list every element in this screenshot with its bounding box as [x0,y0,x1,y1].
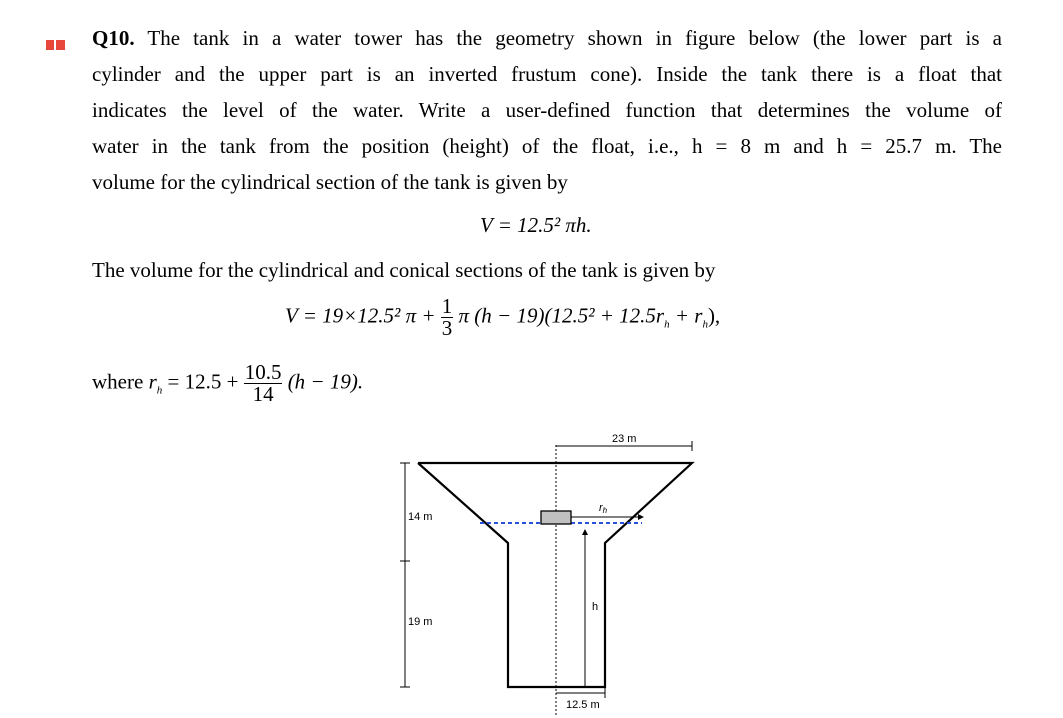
question-line-5: volume for the cylindrical section of the tank is given by [92,170,568,194]
formula3-rhs: (h − 19). [287,369,364,394]
tank-outline [418,463,692,687]
formula3-fraction: $\frac{10.5}{14}$ [244,360,282,406]
question-line-3: indicates the level of the water. Write a user-defined function that determines the volume of [92,98,1002,122]
label-bottom-radius: 12.5 m [566,699,600,711]
question-line-1: Q10. The tank in a water tower has the geometry shown in figure below (the lower part is a [92,26,1002,50]
formula-cylinder-volume: V = 12.5² πh. [480,213,592,237]
label-upper-height: 14 m [408,511,433,523]
label-top-width: 23 m [612,433,637,445]
question-line-4: water in the tank from the position (height) of the float, i.e., h = 8 m and h = 25.7 m. The [92,134,1002,158]
tank-diagram [380,425,720,715]
float [541,511,571,524]
paragraph-conical [92,252,1002,288]
label-h: h [592,601,599,613]
formula-radius: where $r_h = 12.5$ + $\frac{10.5}{14}$ (h − 19). [92,360,364,406]
formula-combined-volume: V = 19×12.5² π + $\frac{1}{3}$ π $(h - 19)(12.5^2 + 12.5r_h + r_h)$, [285,294,721,340]
question-paragraph [92,20,1002,200]
formula2-lhs: V = 19×12.5² π + [285,303,436,328]
formula2-fraction: $\frac{1}{3}$ [441,294,453,340]
formula2-rhs: π (h − 19)(12.5² + 12.5r [458,303,665,328]
label-lower-height: 19 m [408,616,433,628]
question-line-2: cylinder and the upper part is an inverted frustum cone). Inside the tank there is a float that [92,62,1002,86]
bullet-marker-right [56,40,65,50]
paragraph-conical-text: The volume for the cylindrical and conical sections of the tank is given by [92,258,716,282]
label-rh: rh [599,502,608,515]
where-label: where [92,369,144,394]
question-label: Q10. [92,26,135,50]
bullet-marker-left [46,40,54,50]
